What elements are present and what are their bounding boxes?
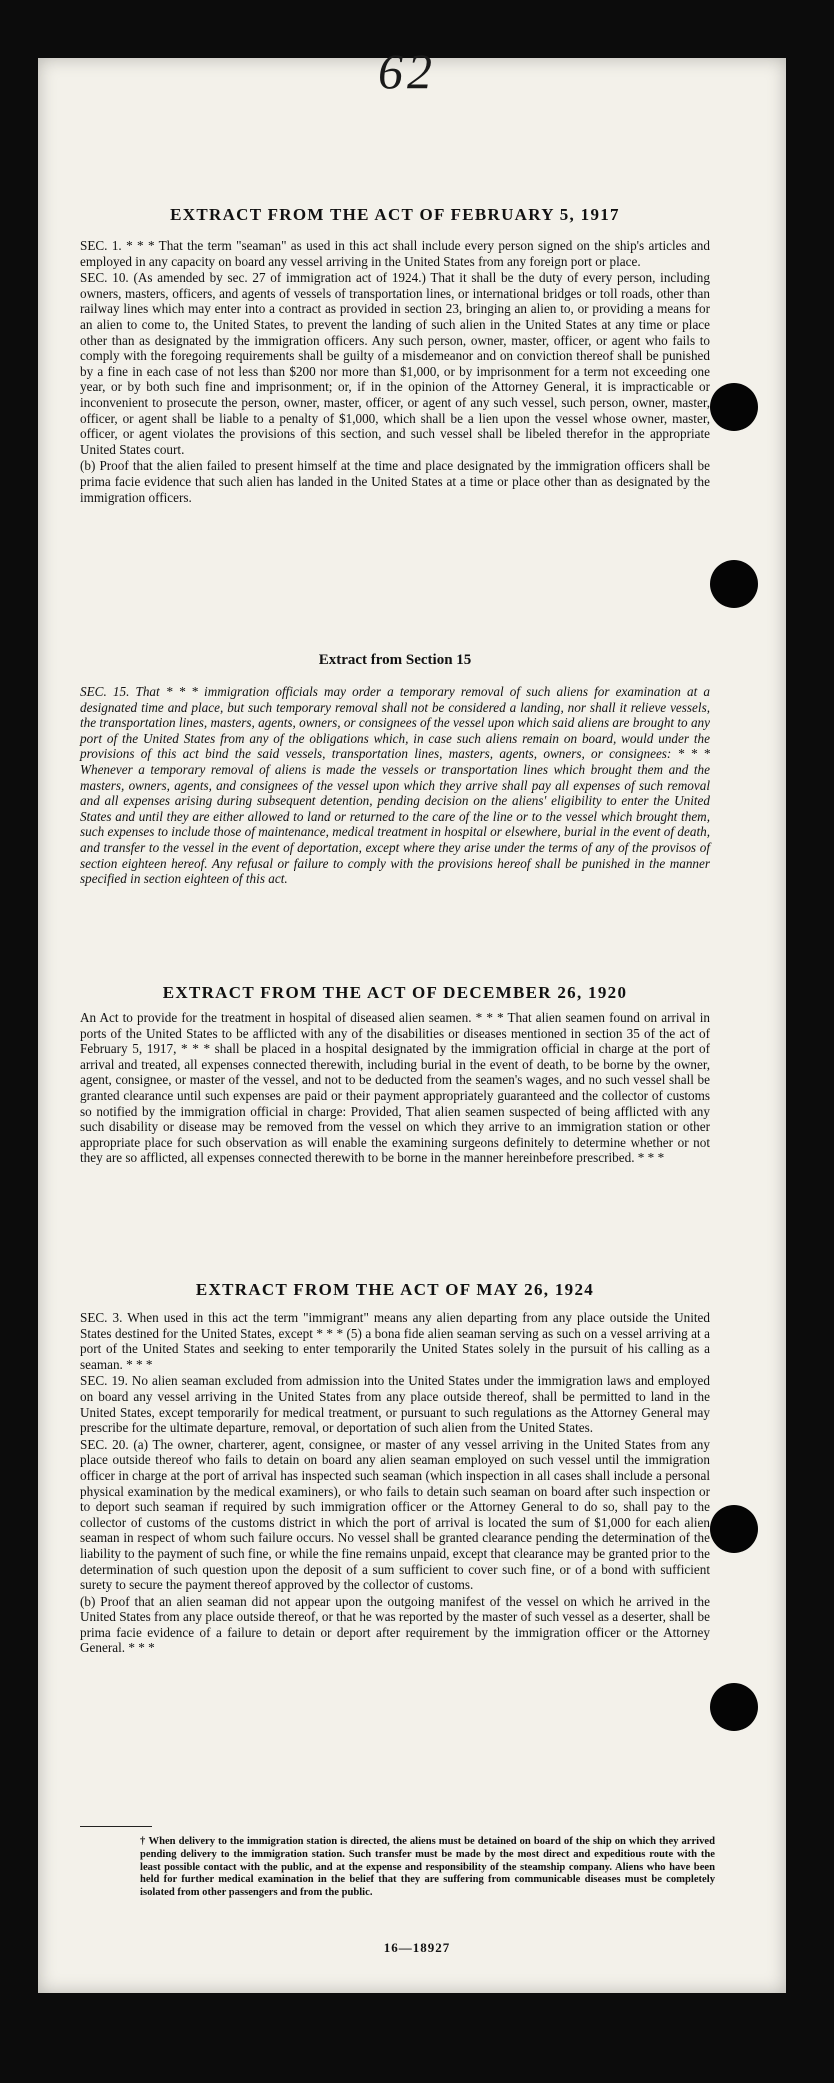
section-act-1917 — [80, 205, 710, 225]
print-code: 16—18927 — [383, 1940, 451, 1955]
section-act-1924 — [80, 1280, 710, 1300]
handwritten-number: 62 — [378, 43, 436, 99]
section-heading: EXTRACT FROM THE ACT OF FEBRUARY 5, 1917 — [170, 205, 620, 224]
paragraph: SEC. 10. (As amended by sec. 27 of immigration act of 1924.) That it shall be the duty of every person, including owners, masters, officers, and agents of vessels of transportation lines, or international bridges or toll roads, other than railway lines which may enter into a contract as provided in section 23, bringing an alien to, or providing a means for an alien to come to, the United States, to prevent the landing of such alien in the United States at any time or place other than as designated by the immigration officers. Any such person, owner, master, officer, or agent who fails to comply with the foregoing requirements shall be guilty of a misdemeanor and on conviction thereof shall be punished by a fine in each case of not less than $200 nor more than $1,000, or by imprisonment for a term not exceeding one year, or by both such fine and imprisonment; or, if in the opinion of the Attorney General, it is impracticable or inconvenient to prosecute the person, owner, master, officer, or agent of any such vessel, such person, owner, master, officer, or agent shall be liable to a penalty of $1,000, which shall be a lien upon the vessel whose owner, master, officer, or agent violates the provisions of this section, and such vessel shall be libeled therefor in the appropriate United States court. — [80, 270, 710, 457]
section-act-1920 — [80, 983, 710, 1003]
paragraph: (b) Proof that the alien failed to present himself at the time and place designated by the immigration officers shall be prima facie evidence that such alien has landed in the United States at a time or place other than as designated by the immigration officers. — [80, 458, 710, 505]
paragraph: SEC. 1. * * * That the term "seaman" as used in this act shall include every person signed on the ship's articles and employed in any capacity on board any vessel arriving in the United States from any foreign port or place. — [80, 238, 710, 269]
punch-hole — [710, 1505, 758, 1553]
section-extract-15 — [80, 652, 710, 669]
punch-hole — [710, 560, 758, 608]
section-body — [80, 1010, 710, 1166]
section-body — [80, 238, 710, 505]
section-heading: Extract from Section 15 — [318, 652, 472, 668]
paragraph: (b) Proof that an alien seaman did not appear upon the outgoing manifest of the vessel on which he arrived in the United States from any place outside thereof, or that he was reported by the master of such vessel as a deserter, shall be prima facie evidence of a failure to detain or deport after requirement by the immigration officer or the Attorney General. * * * — [80, 1593, 710, 1656]
footnote-rule — [80, 1826, 152, 1827]
footnote-text: † When delivery to the immigration station is directed, the aliens must be detained on board of the ship on which they arrived pending delivery to the immigration station. Such transfer must be made by the most direct and expeditious route with the least possible contact with the public, and at the expense and responsibility of the steamship company. Aliens who have been held for further medical examination in the belief that they are suffering from communicable diseases must be completely isolated from other passengers and from the public. — [140, 1836, 715, 1899]
section-body — [80, 1310, 710, 1656]
section-heading: EXTRACT FROM THE ACT OF MAY 26, 1924 — [195, 1280, 595, 1299]
section-body — [80, 684, 710, 887]
section-heading: EXTRACT FROM THE ACT OF DECEMBER 26, 1920 — [162, 983, 628, 1002]
paragraph: SEC. 15. That * * * immigration officials may order a temporary removal of such aliens for examination at a designated time and place, but such temporary removal shall not be considered a landing, nor shall it relieve vessels, the transportation lines, masters, agents, owners, or consignees of the vessel upon which said aliens are brought to any port of the United States from any of the obligations which, in case such aliens remain on board, would under the provisions of this act bind the said vessels, transportation lines, masters, agents, owners, or consignees: * * * Whenever a temporary removal of aliens is made the vessels or transportation lines which brought them and the masters, owners, agents, and consignees of the vessel upon which they arrive shall pay all expenses of such removal and all expenses arising during subsequent detention, pending decision on the aliens' eligibility to enter the United States and until they are either allowed to land or returned to the care of the line or to the vessel which brought them, such expenses to include those of maintenance, medical treatment in hospital or elsewhere, burial in the event of death, and transfer to the vessel in the event of deportation, except where they arise under the terms of any of the provisos of section eighteen hereof. Any refusal or failure to comply with the provisions hereof shall be punished in the manner specified in section eighteen of this act. — [80, 684, 710, 887]
punch-hole — [710, 1683, 758, 1731]
paragraph: SEC. 3. When used in this act the term "immigrant" means any alien departing from any place outside the United States destined for the United States, except * * * (5) a bona fide alien seaman serving as such on a vessel arriving at a port of the United States and seeking to enter temporarily the United States solely in the pursuit of his calling as a seaman. * * * — [80, 1310, 710, 1372]
paragraph: SEC. 20. (a) The owner, charterer, agent, consignee, or master of any vessel arriving in the United States from any place outside thereof who fails to detain on board any alien seaman employed on such vessel until the immigration officer in charge at the port of arrival has inspected such seaman (which inspection in all cases shall include a personal physical examination by the medical examiners), or who fails to detain such seaman on board after such inspection or to deport such seaman if required by such immigration officer or the Attorney General to do so, shall pay to the collector of customs of the customs district in which the port of arrival is located the sum of $1,000 for each alien seaman in respect of whom such failure occurs. No vessel shall be granted clearance pending the determination of the liability to the payment of such fine, or while the fine remains unpaid, except that clearance may be granted prior to the determination of such question upon the deposit of a sum sufficient to cover such fine, or of a bond with sufficient surety to secure the payment thereof approved by the collector of customs. — [80, 1436, 710, 1593]
paragraph: An Act to provide for the treatment in hospital of diseased alien seamen. * * * That alien seamen found on arrival in ports of the United States to be afflicted with any of the disabilities or diseases mentioned in section 35 of the act of February 5, 1917, * * * shall be placed in a hospital designated by the immigration official in charge at the port of arrival and treated, all expenses connected therewith, including burial in the event of death, to be borne by the owner, agent, consignee, or master of the vessel, and not to be deducted from the seamen's wages, and no such vessel shall be granted clearance until such expenses are paid or their payment appropriately guaranteed and the collector of customs so notified by the immigration official in charge: Provided, That alien seamen suspected of being afflicted with any such disability or disease may be removed from the vessel on which they arrive to an immigration station or other appropriate place for such observation as will enable the examining surgeons definitely to determine whether or not they are so afflicted, all expenses connected therewith to be borne in the manner hereinbefore prescribed. * * * — [80, 1010, 710, 1166]
punch-hole — [710, 383, 758, 431]
paragraph: SEC. 19. No alien seaman excluded from admission into the United States under the immigration laws and employed on board any vessel arriving in the United States from any place outside thereof, shall be permitted to land in the United States, except temporarily for medical treatment, or pursuant to such regulations as the Attorney General may prescribe for the ultimate departure, removal, or deportation of such alien from the United States. — [80, 1373, 710, 1436]
footnote — [140, 1836, 715, 1900]
